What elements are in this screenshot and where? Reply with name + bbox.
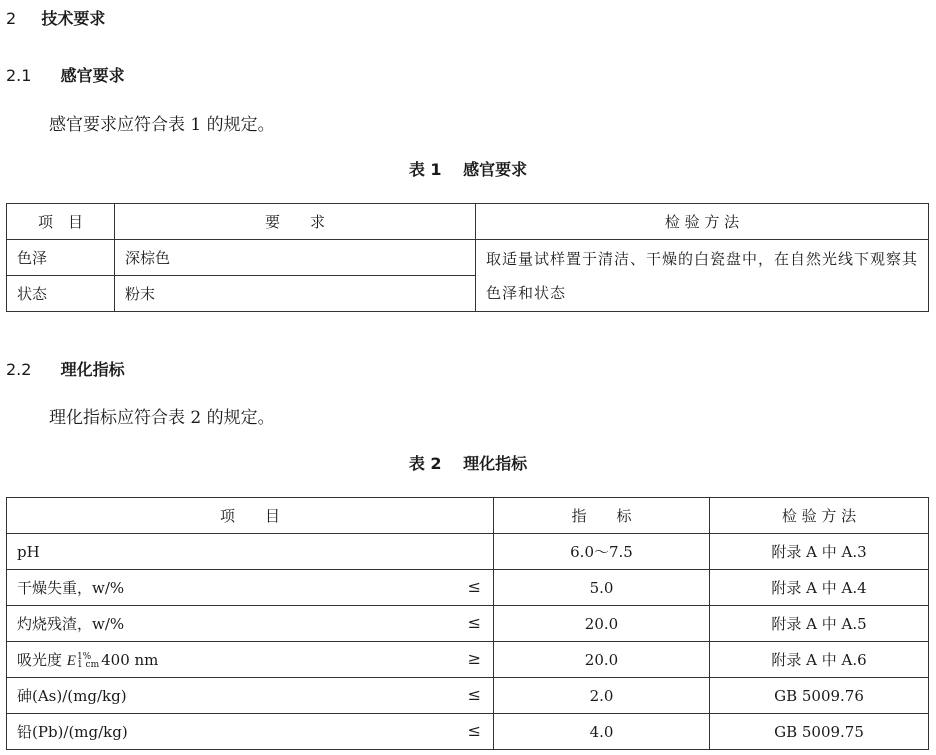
table2-caption (0, 451, 936, 474)
table2-caption-title: 理化指标 (463, 454, 528, 473)
paragraph-2-2: 理化指标应符合表 2 的规定。 (49, 408, 275, 428)
section-heading (6, 6, 105, 29)
absorbance-symbol: E (66, 653, 76, 669)
relation-symbol: ≤ (467, 685, 481, 704)
relation-symbol: ≤ (467, 613, 481, 632)
table-row (7, 534, 929, 570)
table-row (7, 606, 929, 642)
cell-item: 状态 (7, 276, 115, 312)
cell-method: 附录 A 中 A.4 (710, 570, 929, 606)
item-label: 铅(Pb)/(mg/kg) (17, 723, 128, 741)
cell-item: 色泽 (7, 240, 115, 276)
cell-value: 20.0 (494, 642, 710, 678)
section-number: 2 (6, 9, 17, 28)
table1-caption (0, 157, 936, 180)
cell-requirement: 粉末 (115, 276, 476, 312)
item-label: pH (17, 542, 40, 561)
item-label-prefix: 吸光度 (17, 651, 67, 669)
header-method: 检 验 方 法 (476, 204, 929, 240)
cell-value: 20.0 (494, 606, 710, 642)
cell-value: 6.0～7.5 (494, 534, 710, 570)
table1-caption-number: 表 1 (408, 160, 442, 179)
cell-method: GB 5009.75 (710, 714, 929, 750)
paragraph-2-1: 感官要求应符合表 1 的规定。 (49, 115, 275, 135)
header-index: 指 标 (494, 498, 710, 534)
item-label-suffix: 400 nm (101, 651, 159, 669)
table-physchem (6, 497, 929, 750)
item-label: 干燥失重，w/% (17, 579, 125, 597)
cell-item (7, 678, 494, 714)
cell-item (7, 570, 494, 606)
subsection-title: 感官要求 (60, 66, 125, 85)
table-row (7, 570, 929, 606)
cell-method: 附录 A 中 A.5 (710, 606, 929, 642)
header-item: 项 目 (7, 498, 494, 534)
cell-requirement: 深棕色 (115, 240, 476, 276)
cell-value: 2.0 (494, 678, 710, 714)
cell-item (7, 714, 494, 750)
table-row (7, 714, 929, 750)
absorbance-subscript: 1 cm (76, 660, 100, 670)
subsection-number: 2.1 (6, 66, 32, 85)
cell-method: 附录 A 中 A.6 (710, 642, 929, 678)
subsection-heading-2-1 (6, 63, 125, 86)
cell-item (7, 642, 494, 678)
cell-method: GB 5009.76 (710, 678, 929, 714)
header-requirement: 要 求 (115, 204, 476, 240)
relation-symbol: ≥ (467, 649, 481, 668)
subsection-title: 理化指标 (60, 360, 125, 379)
header-method: 检 验 方 法 (710, 498, 929, 534)
absorbance-indices (77, 653, 99, 669)
cell-value: 4.0 (494, 714, 710, 750)
table-header-row (7, 204, 929, 240)
cell-value: 5.0 (494, 570, 710, 606)
header-item: 项 目 (7, 204, 115, 240)
absorbance-superscript: 1% (76, 652, 92, 662)
table-row (7, 678, 929, 714)
relation-symbol: ≤ (467, 721, 481, 740)
cell-method: 取适量试样置于清洁、干燥的白瓷盘中，在自然光线下观察其色泽和状态 (476, 240, 929, 312)
item-label: 灼烧残渣，w/% (17, 615, 125, 633)
table-sensory (6, 203, 929, 312)
subsection-heading-2-2 (6, 357, 125, 380)
item-label: 砷(As)/(mg/kg) (17, 687, 127, 705)
cell-item (7, 534, 494, 570)
subsection-number: 2.2 (6, 360, 32, 379)
table2-caption-number: 表 2 (408, 454, 442, 473)
table-row (7, 642, 929, 678)
cell-method: 附录 A 中 A.3 (710, 534, 929, 570)
cell-item (7, 606, 494, 642)
table1-caption-title: 感官要求 (463, 160, 528, 179)
relation-symbol: ≤ (467, 577, 481, 596)
section-title: 技术要求 (41, 9, 106, 28)
table-row (7, 240, 929, 276)
table-header-row (7, 498, 929, 534)
